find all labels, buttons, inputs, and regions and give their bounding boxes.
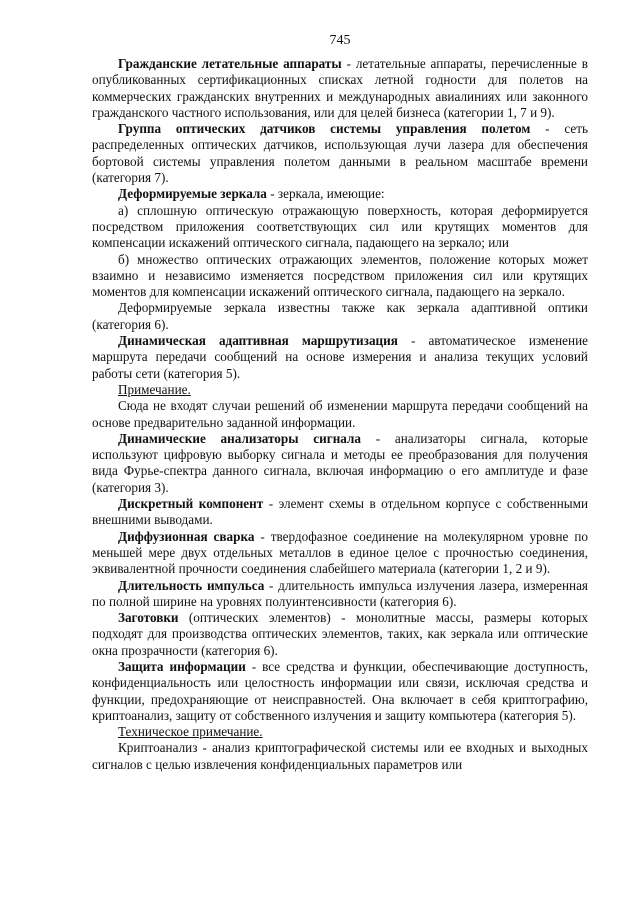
note-heading <box>92 724 588 740</box>
definition: - элемент схемы в отдельном корпусе с собственными внешними выводами. <box>92 496 589 528</box>
note-label: Примечание. <box>118 381 191 397</box>
definition: Криптоанализ - анализ криптографической системы или ее входных и выходных сигналов с целью извлечения конфиденциальных параметров или <box>92 740 588 772</box>
definition: - летательные аппараты, перечисленные в опубликованных сертификационных списках летной годности для полетов на коммерческих гражданских внутренних и международных авиалиниях или законного гражданского частного использования, или для целей бизнеса (категории 1, 7 и 9). <box>92 56 588 120</box>
definition: - автоматическое изменение маршрута передачи сообщений на основе измерения и анализа текущих условий работы сети (категория 5). <box>92 333 588 381</box>
definition: Деформируемые зеркала известны также как зеркала адаптивной оптики (категория 6). <box>92 300 588 332</box>
paragraph <box>92 740 588 773</box>
paragraph <box>92 659 588 724</box>
term: Заготовки <box>118 610 179 626</box>
page-number: 745 <box>329 33 351 48</box>
definition: б) множество оптических отражающих элементов, положение которых может взаимно и независимо изменяется посредством приложения сил или крутящих моментов для компенсации искажений оптического сигнала, падающего на зеркало. <box>92 251 588 300</box>
definition: - анализаторы сигнала, которые используют цифровую выборку сигнала и методы ее преобразования для получения вида Фурье-спектра данного сигнала, включая информацию о его амплитуде и фазе (категория 3). <box>92 430 588 495</box>
paragraph <box>92 186 588 202</box>
paragraph <box>92 529 588 578</box>
definition: - твердофазное соединение на молекулярном уровне по меньшей мере двух отдельных металлов в единое целое с прочностью соединения, эквивалентной прочности соединения слабейшего материала (категории 1, 2 и 9). <box>92 528 588 577</box>
definition: - длительность импульса излучения лазера, измеренная по полной ширине на уровнях полуинтенсивности (категория 6). <box>92 577 588 609</box>
paragraph <box>92 333 588 382</box>
paragraph <box>92 610 588 659</box>
definition: - все средства и функции, обеспечивающие доступность, конфиденциальность или целостность информации или связи, исключая средства и функции, предохраняющие от неисправностей. Она включает в себя криптографию, криптоанализ, защиту от собственного излучения и защиту компьютера (категория 5). <box>92 658 588 723</box>
paragraph <box>92 203 588 252</box>
definition: Сюда не входят случаи решений об изменении маршрута передачи сообщений на основе предварительно заданной информации. <box>92 398 588 430</box>
paragraph <box>92 578 588 611</box>
definition: - зеркала, имеющие: <box>266 186 385 202</box>
term: Защита информации <box>118 658 246 674</box>
paragraph <box>92 121 588 186</box>
term: Динамические анализаторы сигнала <box>118 430 362 446</box>
paragraph <box>92 300 588 333</box>
term: Гражданские летательные аппараты <box>118 56 342 71</box>
definition: - сеть распределенных оптических датчиков, использующая лучи лазера для обеспечения бортовой системы управления полетом данными в реальном масштабе времени (категория 7). <box>92 121 588 186</box>
term: Группа оптических датчиков системы управления полетом <box>118 121 531 137</box>
paragraph <box>92 398 588 431</box>
paragraph <box>92 496 588 529</box>
paragraph <box>92 56 588 121</box>
term: Дискретный компонент <box>118 496 264 512</box>
paragraph <box>92 431 588 496</box>
note-heading <box>92 382 588 398</box>
paragraph <box>92 252 588 301</box>
term: Деформируемые зеркала <box>118 186 267 202</box>
definition: (оптических элементов) - монолитные массы, размеры которых подходят для производства оптических элементов, таких, как зеркала или оптические окна прозрачности (категория 6). <box>92 610 588 658</box>
definition: а) сплошную оптическую отражающую поверхность, которая деформируется посредством приложения соответствующих сил или крутящих моментов для компенсации искажений оптического сигнала, падающего на зеркало; или <box>92 202 588 251</box>
term: Длительность импульса <box>118 577 265 593</box>
term: Динамическая адаптивная маршрутизация <box>118 333 398 349</box>
term: Диффузионная сварка <box>118 528 255 544</box>
note-label: Техническое примечание. <box>118 724 263 740</box>
